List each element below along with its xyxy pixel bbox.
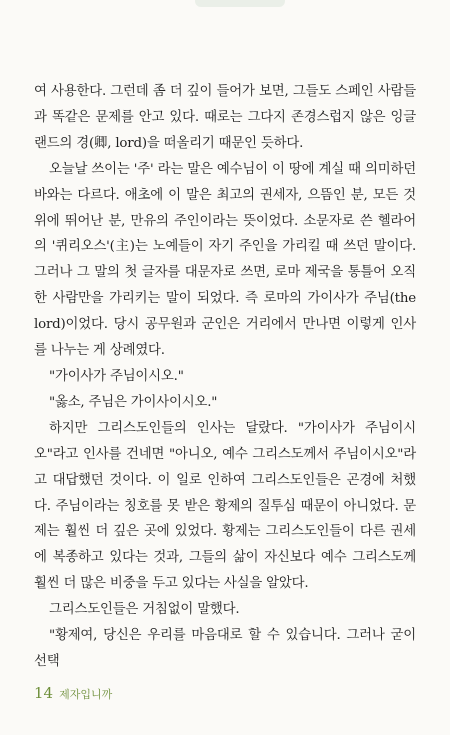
paragraph-6: 그리스도인들은 거침없이 말했다.	[49, 602, 240, 618]
page-number: 14	[34, 684, 54, 702]
paragraph-5: 하지만 그리스도인들의 인사는 달랐다. "가이사가 주님이시오"라고 인사를 건네면 "아니오, 예수 그리스도께서 주님이시오"라고 대답했던 것이다. 이 일로 인하여 그리스도인들은 곤경에 처했다. 주님이라는 칭호를 못 받은 황제의 질투심 때문이 아니었다. 문제는 훨씬 더 깊은 곳에 있었다. 황제는 그리스도인들이 다른 권세에 복종하고 있다는 것과, 그들의 삶이 자신보다 예수 그리스도께 훨씬 더 많은 비중을 두고 있다는 사실을 알았다.	[34, 420, 416, 592]
paragraph-7: "황제여, 당신은 우리를 마음대로 할 수 있습니다. 그러나 굳이 선택	[34, 628, 416, 669]
top-edge-decoration	[195, 0, 285, 7]
paragraph-4: "옳소, 주님은 가이사이시오."	[49, 394, 218, 410]
page-footer	[34, 684, 112, 702]
paragraph-2: 오늘날 쓰이는 '주' 라는 말은 예수님이 이 땅에 계실 때 의미하던 바와는 다르다. 애초에 이 말은 최고의 권세자, 으뜸인 분, 모든 것 위에 뛰어난 분, 만유의 주인이라는 뜻이었다. 소문자로 쓴 헬라어의 '퀴리오스'(主)는 노예들이 자기 주인을 가리킬 때 쓰던 말이다. 그러나 그 말의 첫 글자를 대문자로 쓰면, 로마 제국을 통틀어 오직 한 사람만을 가리키는 말이 되었다. 즉 로마의 가이사가 주님(the lord)이었다. 당시 공무원과 군인은 거리에서 만나면 이렇게 인사를 나누는 게 상례였다.	[34, 161, 416, 359]
body-text	[34, 79, 416, 675]
paragraph-1: 여 사용한다. 그런데 좀 더 깊이 들어가 보면, 그들도 스페인 사람들과 똑같은 문제를 안고 있다. 때로는 그다지 존경스럽지 않은 잉글랜드의 경(卿, lord)을 떠올리기 때문인 듯하다.	[34, 84, 416, 151]
running-title: 제자입니까	[59, 688, 113, 701]
paragraph-3: "가이사가 주님이시오."	[49, 368, 184, 384]
